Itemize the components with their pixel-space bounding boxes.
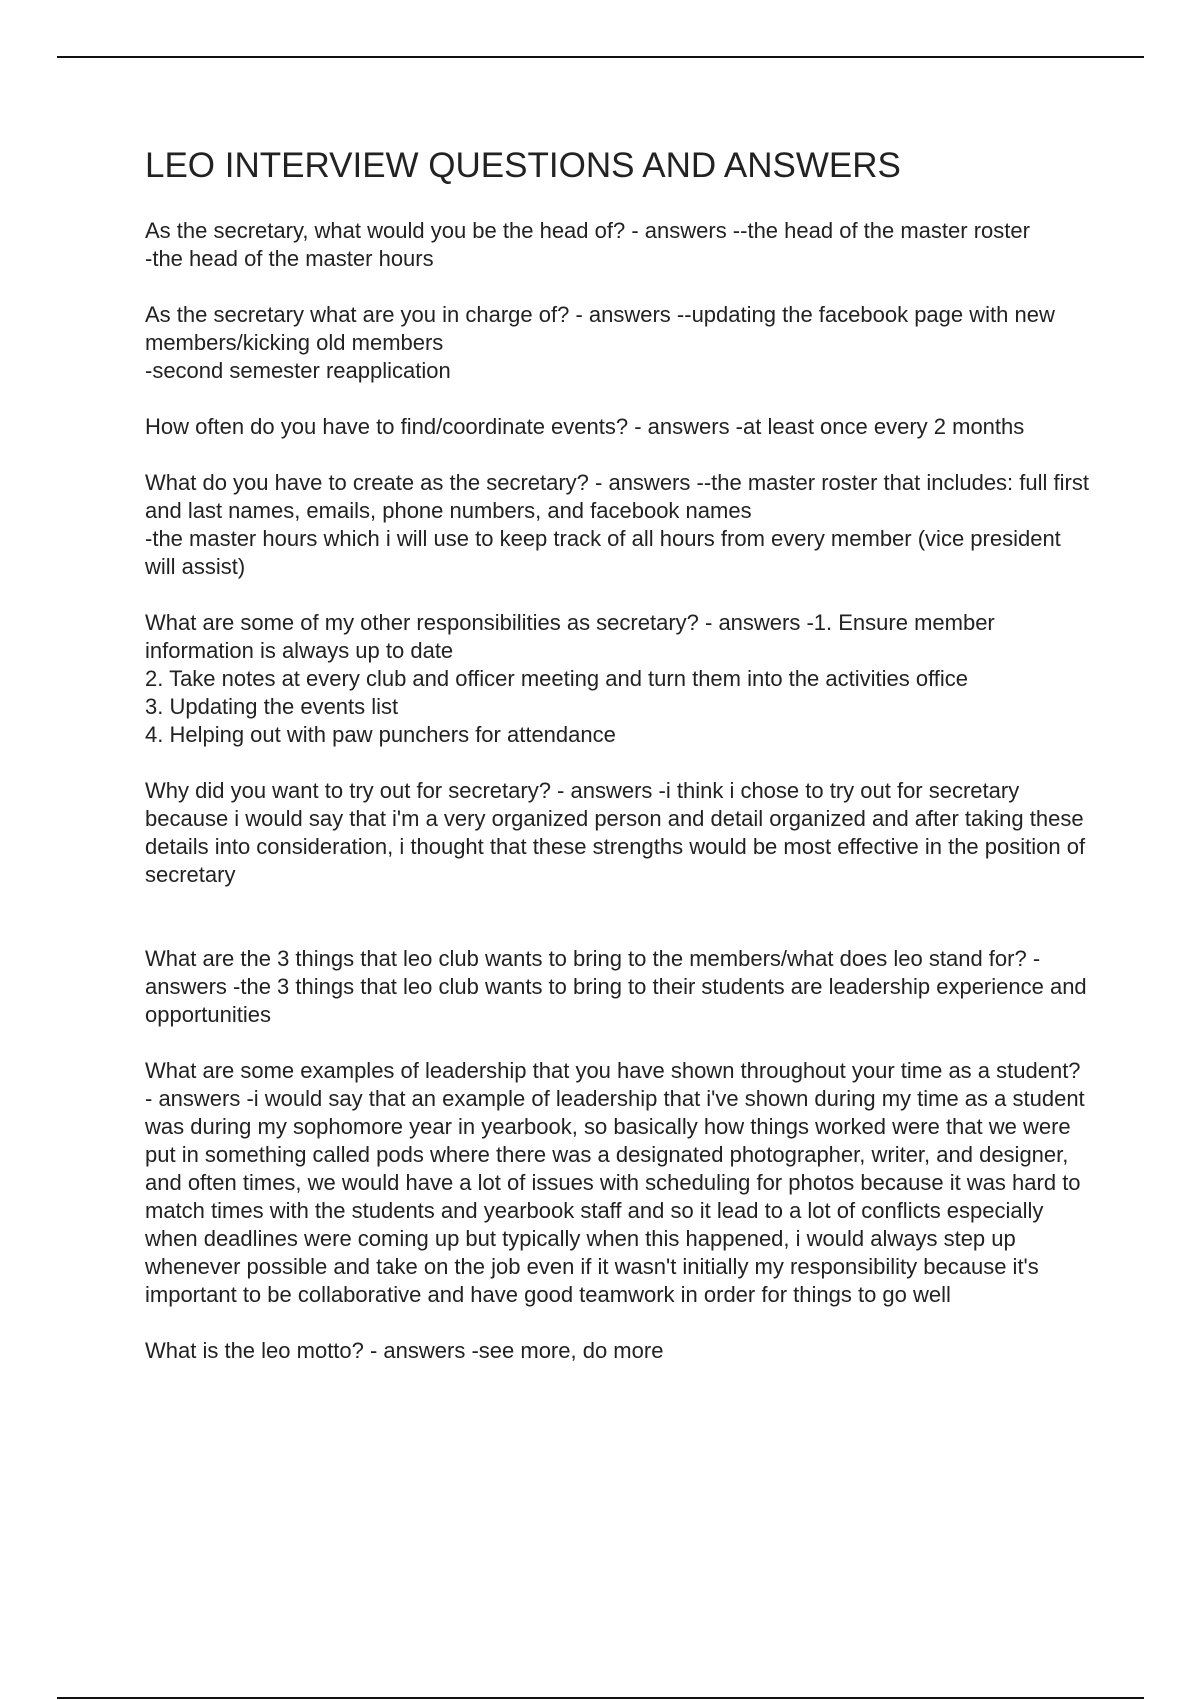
document-body <box>145 143 1093 1393</box>
qa-entry: Why did you want to try out for secretary? - answers -i think i chose to try out for secretary because i would say that i'm a very organized person and detail organized and after taking these details into consideration, i thought that these strengths would be most effective in the position of secretary <box>145 778 1092 887</box>
qa-entry: What are some examples of leadership that you have shown throughout your time as a student? - answers -i would say that an example of leadership that i've shown during my time as a student was during my sophomore year in yearbook, so basically how things worked were that we were put in something called pods where there was a designated photographer, writer, and designer, and often times, we would have a lot of issues with scheduling for photos because it was hard to match times with the students and yearbook staff and so it lead to a lot of conflicts especially when deadlines were coming up but typically when this happened, i would always step up whenever possible and take on the job even if it wasn't initially my responsibility because it's important to be collaborative and have good teamwork in order for things to go well <box>145 1058 1091 1307</box>
qa-entry: What are the 3 things that leo club wants to bring to the members/what does leo stand for? - answers -the 3 things that leo club wants to bring to their students are leadership experience and opportunities <box>145 946 1093 1027</box>
qa-entry: What do you have to create as the secretary? - answers --the master roster that includes: full first and last names, emails, phone numbers, and facebook names -the master hours which i will use to keep track of all hours from every member (vice president will assist) <box>145 470 1089 579</box>
top-divider <box>57 56 1144 58</box>
qa-entry: What is the leo motto? - answers -see more, do more <box>145 1338 664 1363</box>
qa-entry: As the secretary what are you in charge of? - answers --updating the facebook page with new members/kicking old members -second semester reapplication <box>145 302 1055 383</box>
document-title: LEO INTERVIEW QUESTIONS AND ANSWERS <box>145 146 901 185</box>
qa-entry: How often do you have to find/coordinate events? - answers -at least once every 2 months <box>145 414 1025 439</box>
bottom-divider <box>57 1697 1144 1699</box>
qa-entry: As the secretary, what would you be the head of? - answers --the head of the master roster -the head of the master hours <box>145 218 1030 271</box>
qa-entry: What are some of my other responsibilities as secretary? - answers -1. Ensure member information is always up to date 2. Take notes at every club and officer meeting and turn them into the activities office 3. Updating the events list 4. Helping out with paw punchers for attendance <box>145 610 995 747</box>
